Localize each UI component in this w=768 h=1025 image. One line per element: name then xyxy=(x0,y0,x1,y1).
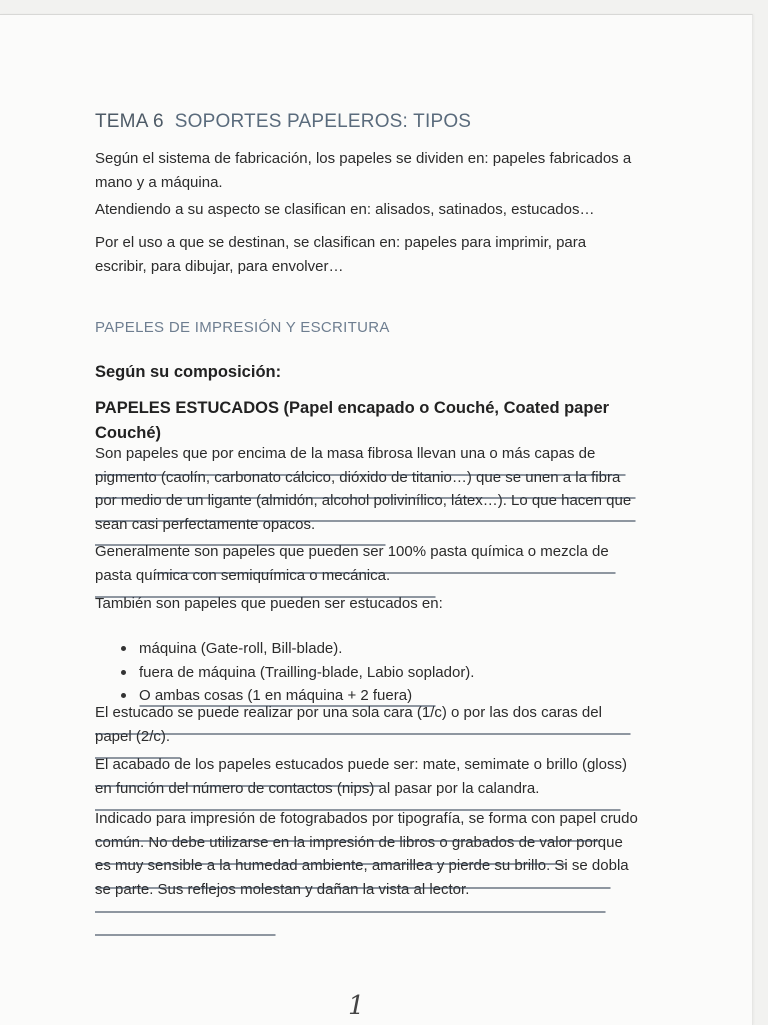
body-paragraph-4: El estucado se puede realizar por una sola cara (1/c) o por las dos caras del papel (2/c). xyxy=(95,704,602,745)
list-item: fuera de máquina (Trailling-blade, Labio soplador). xyxy=(115,661,474,685)
title-number: TEMA 6 xyxy=(95,111,164,132)
title-text: SOPORTES PAPELEROS: TIPOS xyxy=(174,111,472,132)
page-title xyxy=(95,110,471,134)
main-heading: PAPELES ESTUCADOS (Papel encapado o Couché, Coated paper Couché) xyxy=(95,399,610,442)
page-number: 1 xyxy=(348,991,365,1021)
list-item: O ambas cosas (1 en máquina + 2 fuera) xyxy=(115,684,474,708)
bullet-list xyxy=(115,637,474,708)
list-item: máquina (Gate-roll, Bill-blade). xyxy=(115,637,474,661)
body-paragraph-2: Generalmente son papeles que pueden ser 100% pasta química o mezcla de pasta química con semiquímica o mecánica. xyxy=(95,543,609,584)
intro-paragraph-3: Por el uso a que se destinan, se clasifican en: papeles para imprimir, para escribir, para dibujar, para envolver… xyxy=(95,234,587,275)
body-paragraph-3: También son papeles que pueden ser estucados en: xyxy=(95,595,443,612)
intro-paragraph-2: Atendiendo a su aspecto se clasifican en: alisados, satinados, estucados… xyxy=(95,201,595,218)
body-paragraph-6: Indicado para impresión de fotograbados por tipografía, se forma con papel crudo común. No debe utilizarse en la impresión de libros o grabados de valor porque es muy sensible a la humedad ambiente, amarillea y pierde su brillo. Si se dobla se parte. Sus reflejos molestan y dañan la vista al lector. xyxy=(95,810,638,898)
body-paragraph-1: Son papeles que por encima de la masa fibrosa llevan una o más capas de pigmento (caolín, carbonato cálcico, dióxido de titanio…) que se unen a la fibra por medio de un ligante (almidón, alcohol polivinílico, látex…). Lo que hacen que sean casi perfectamente opacos. xyxy=(95,445,632,533)
scanned-page xyxy=(0,14,753,1025)
section-title: PAPELES DE IMPRESIÓN Y ESCRITURA xyxy=(95,319,390,336)
intro-paragraph-1: Según el sistema de fabricación, los papeles se dividen en: papeles fabricados a mano y a máquina. xyxy=(95,150,632,191)
sub-heading: Según su composición: xyxy=(95,363,282,381)
body-paragraph-5: El acabado de los papeles estucados puede ser: mate, semimate o brillo (gloss) en función del número de contactos (nips) al pasar por la calandra. xyxy=(95,756,627,797)
